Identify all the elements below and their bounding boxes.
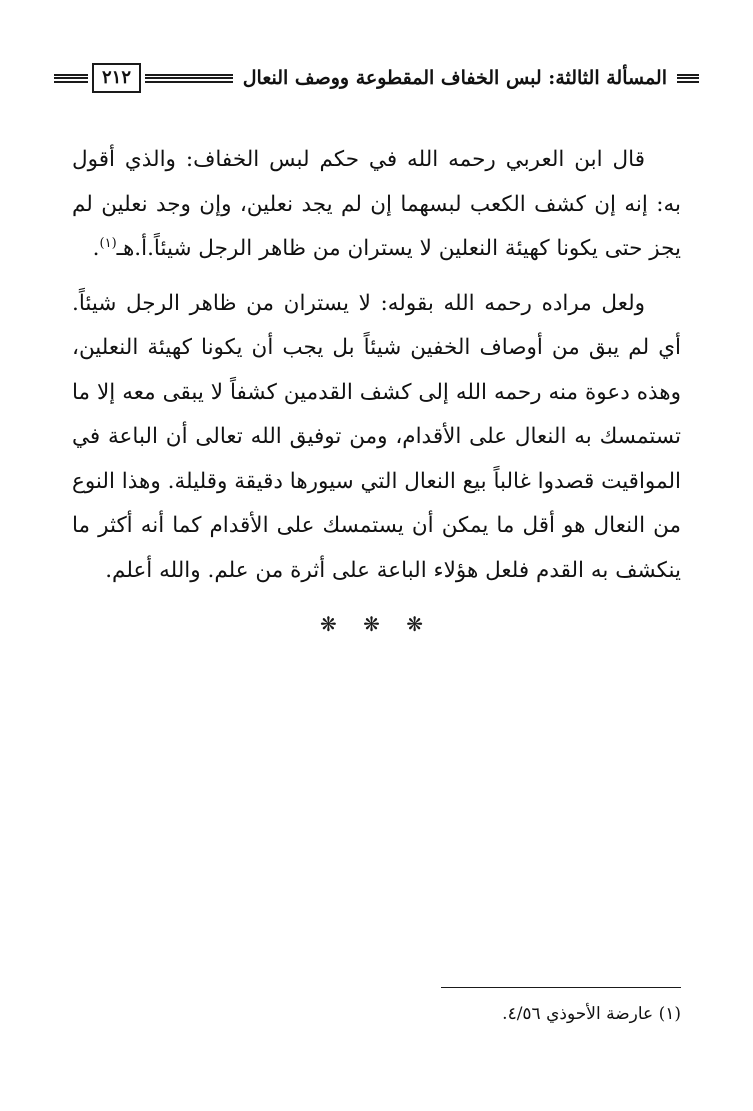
footnote xyxy=(72,1001,681,1027)
paragraph-1 xyxy=(72,138,681,272)
paragraph-1-text: قال ابن العربي رحمه الله في حكم لبس الخفاف: والذي أقول به: إنه إن كشف الكعب لبسهما إن لم يجد نعلين، وإن وجد نعلين لم يجز حتى يكونا كهيئة النعلين لا يستران من ظاهر الرجل شيئاً.أ.هـ xyxy=(72,147,681,261)
running-header xyxy=(54,62,699,94)
header-rule-right xyxy=(677,74,699,83)
page-number: ٢١٢ xyxy=(92,63,141,93)
footnote-marker: (١) xyxy=(658,1004,681,1024)
footnote-divider xyxy=(441,987,681,988)
running-title: المسألة الثالثة: لبس الخفاف المقطوعة ووصف النعال xyxy=(242,67,667,89)
main-text xyxy=(72,138,681,603)
header-rule-middle xyxy=(145,74,233,83)
section-separator: ❋ ❋ ❋ xyxy=(320,612,433,636)
paragraph-1-end: . xyxy=(92,236,100,261)
footnote-reference: (١) xyxy=(99,235,117,251)
paragraph-2: ولعل مراده رحمه الله بقوله: لا يستران من ظاهر الرجل شيئاً. أي لم يبق من أوصاف الخفين شيئاً بل يجب أن يكونا كهيئة النعلين، وهذه دعوة منه رحمه الله إلى كشف القدمين كشفاً لا يبقى معه إلا ما تستمسك به النعال على الأقدام، ومن توفيق الله تعالى أن الباعة في المواقيت قصدوا غالباً بيع النعال التي سيورها دقيقة وقليلة. وهذا النوع من النعال هو أقل ما يمكن أن يستمسك على الأقدام كما أنه أكثر ما ينكشف به القدم فلعل هؤلاء الباعة على أثرة من علم. والله أعلم. xyxy=(72,290,681,583)
header-rule-left xyxy=(54,74,88,83)
footnote-text: عارضة الأحوذي ٤/٥٦. xyxy=(502,1004,654,1024)
